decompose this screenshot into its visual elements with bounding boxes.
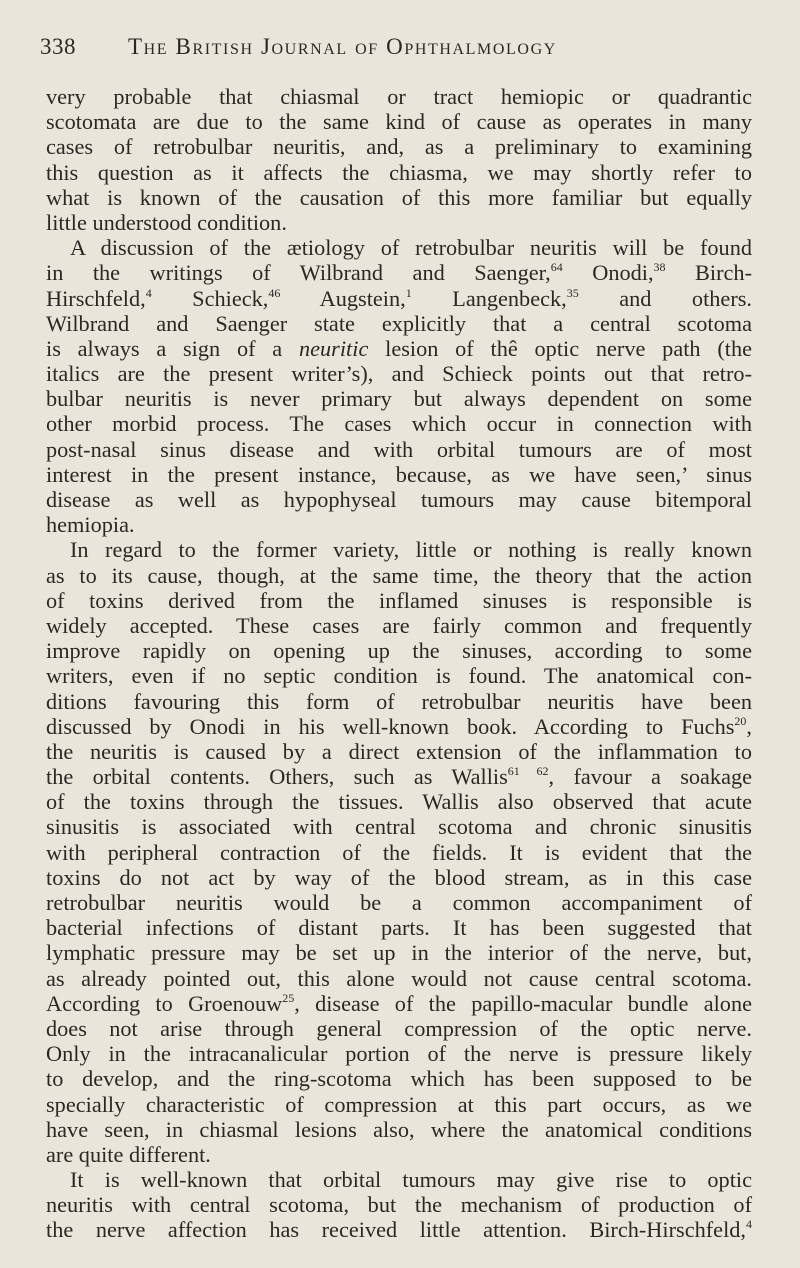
text-line [46, 411, 752, 436]
text-run: bacterial infections of distant parts. It has been suggested that [46, 915, 752, 941]
text-run: in the writings of Wilbrand and Saenger, [46, 260, 551, 286]
italic-text: neuritic [298, 335, 369, 361]
text-run: , favour a soakage [548, 764, 753, 790]
text-run: are quite different. [46, 1141, 211, 1167]
text-run: According to Groenouw [46, 990, 283, 1016]
text-run: very probable that chiasmal or tract hemiopic or quadrantic [46, 84, 752, 109]
page-header [40, 34, 760, 64]
text-line [46, 437, 752, 462]
text-line [46, 588, 752, 613]
text-line [46, 840, 752, 865]
text-line [46, 1041, 752, 1066]
reference-superscript: 46 [268, 285, 281, 300]
text-run: to develop, and the ring-scotoma which has been supposed to be [46, 1066, 752, 1092]
text-run: Hirschfeld, [46, 285, 146, 311]
text-line [46, 638, 752, 663]
text-line [46, 940, 752, 965]
text-run: , disease of the papillo-macular bundle alone [294, 990, 752, 1016]
text-run: interest in the present instance, because, as we have seen,’ sinus [46, 461, 752, 487]
text-run: post-nasal sinus disease and with orbital tumours are of most [46, 436, 752, 462]
text-run: retrobulbar neuritis would be a common accompaniment of [46, 890, 752, 915]
text-run: Langenbeck, [411, 285, 567, 311]
text-line [46, 563, 752, 588]
text-run: of toxins derived from the inflamed sinuses is responsible is [46, 587, 752, 613]
text-line [46, 689, 752, 714]
text-run: lesion of thê optic nerve path (the [368, 335, 752, 361]
text-run: scotomata are due to the same kind of cause as operates in many [46, 109, 752, 135]
text-run: does not arise through general compression of the optic nerve. [46, 1015, 752, 1041]
text-line [46, 814, 752, 839]
text-line [46, 915, 752, 940]
reference-superscript: 20 [734, 713, 747, 728]
reference-superscript: 35 [566, 285, 579, 300]
text-line [46, 1142, 752, 1167]
text-run: italics are the present writer’s), and Schieck points out that retro- [46, 361, 752, 387]
text-run: neuritis with central scotoma, but the mechanism of production of [46, 1192, 752, 1218]
text-run: with peripheral contraction of the fields. It is evident that the [46, 839, 752, 865]
text-line [46, 865, 752, 890]
reference-superscript: 64 [550, 260, 563, 275]
text-line [46, 260, 752, 285]
text-run: bulbar neuritis is never primary but always dependent on some [46, 386, 752, 412]
text-line [46, 1192, 752, 1217]
text-run: writers, even if no septic condition is found. The anatomical con- [46, 663, 752, 689]
text-run: the neuritis is caused by a direct extension of the inflammation to [46, 738, 752, 764]
text-line [46, 487, 752, 512]
text-run: improve rapidly on opening up the sinuses, according to some [46, 638, 752, 664]
reference-superscript: 4 [746, 1217, 752, 1232]
text-run: Onodi, [562, 260, 654, 286]
text-line [46, 109, 752, 134]
text-line [46, 1167, 752, 1192]
text-run: as already pointed out, this alone would not cause central scotoma. [46, 965, 752, 991]
reference-superscript: 1 [405, 285, 412, 300]
text-run: Wilbrand and Saenger state explicitly that a central scotoma [46, 310, 752, 336]
text-run: In regard to the former variety, little or nothing is really known [70, 537, 752, 563]
text-run: Only in the intracanalicular portion of the nerve is pressure likely [46, 1041, 752, 1067]
reference-superscript: 25 [282, 990, 295, 1005]
text-run: lymphatic pressure may be set up in the interior of the nerve, but, [46, 940, 752, 966]
text-line [46, 361, 752, 386]
text-line [46, 210, 752, 235]
text-line [46, 462, 752, 487]
text-line [46, 286, 752, 311]
text-run: as to its cause, though, at the same time, the theory that the action [46, 562, 752, 588]
text-run: what is known of the causation of this more familiar but equally [46, 184, 752, 210]
text-line [46, 185, 752, 210]
text-run: disease as well as hypophyseal tumours may cause bitemporal [46, 487, 752, 512]
text-run: is always a sign of a [46, 335, 299, 361]
text-run: hemiopia. [46, 512, 135, 538]
text-run: widely accepted. These cases are fairly common and frequently [46, 612, 752, 638]
text-line [46, 1217, 752, 1242]
text-line [46, 512, 752, 537]
text-run: the orbital contents. Others, such as Wallis [46, 764, 508, 790]
body-text [46, 84, 752, 1243]
text-run: sinusitis is associated with central scotoma and chronic sinusitis [46, 814, 752, 840]
text-run: and others. [578, 285, 752, 311]
text-line [46, 386, 752, 411]
text-line [46, 613, 752, 638]
text-line [46, 336, 752, 361]
text-run: have seen, in chiasmal lesions also, where the anatomical conditions [46, 1116, 752, 1142]
text-run: , [746, 713, 752, 739]
text-run: the nerve affection has received little attention. Birch-Hirschfeld, [46, 1217, 746, 1243]
text-run: toxins do not act by way of the blood stream, as in this case [46, 864, 752, 890]
text-line [46, 1016, 752, 1041]
text-line [46, 160, 752, 185]
text-line [46, 739, 752, 764]
text-run: Schieck, [151, 285, 269, 311]
text-run: Birch- [665, 260, 752, 286]
reference-superscript: 61 62 [507, 764, 549, 779]
text-run: specially characteristic of compression at this part occurs, as we [46, 1091, 752, 1117]
text-run: this question as it affects the chiasma, we may shortly refer to [46, 159, 752, 185]
reference-superscript: 38 [653, 260, 666, 275]
text-line [46, 1066, 752, 1091]
text-line [46, 311, 752, 336]
text-run: discussed by Onodi in his well-known book. According to Fuchs [46, 713, 735, 739]
text-run: little understood condition. [46, 209, 287, 235]
text-line [46, 714, 752, 739]
text-run: It is well-known that orbital tumours may give rise to optic [70, 1167, 752, 1193]
text-run: other morbid process. The cases which occur in connection with [46, 411, 752, 437]
text-run: cases of retrobulbar neuritis, and, as a preliminary to examining [46, 134, 752, 160]
text-run: of the toxins through the tissues. Wallis also observed that acute [46, 789, 752, 815]
text-line [46, 764, 752, 789]
text-line [46, 890, 752, 915]
text-line [46, 134, 752, 159]
text-line [46, 663, 752, 688]
text-line [46, 991, 752, 1016]
reference-superscript: 4 [145, 285, 152, 300]
text-line [46, 235, 752, 260]
text-line [46, 966, 752, 991]
text-line [46, 789, 752, 814]
text-line [46, 1117, 752, 1142]
text-run: A discussion of the ætiology of retrobulbar neuritis will be found [70, 235, 752, 261]
text-line [46, 537, 752, 562]
text-run: ditions favouring this form of retrobulbar neuritis have been [46, 688, 752, 714]
text-run: Augstein, [280, 285, 406, 311]
text-line [46, 84, 752, 109]
text-line [46, 1092, 752, 1117]
running-head: The British Journal of Ophthalmology [128, 34, 557, 59]
page-number: 338 [40, 34, 76, 59]
